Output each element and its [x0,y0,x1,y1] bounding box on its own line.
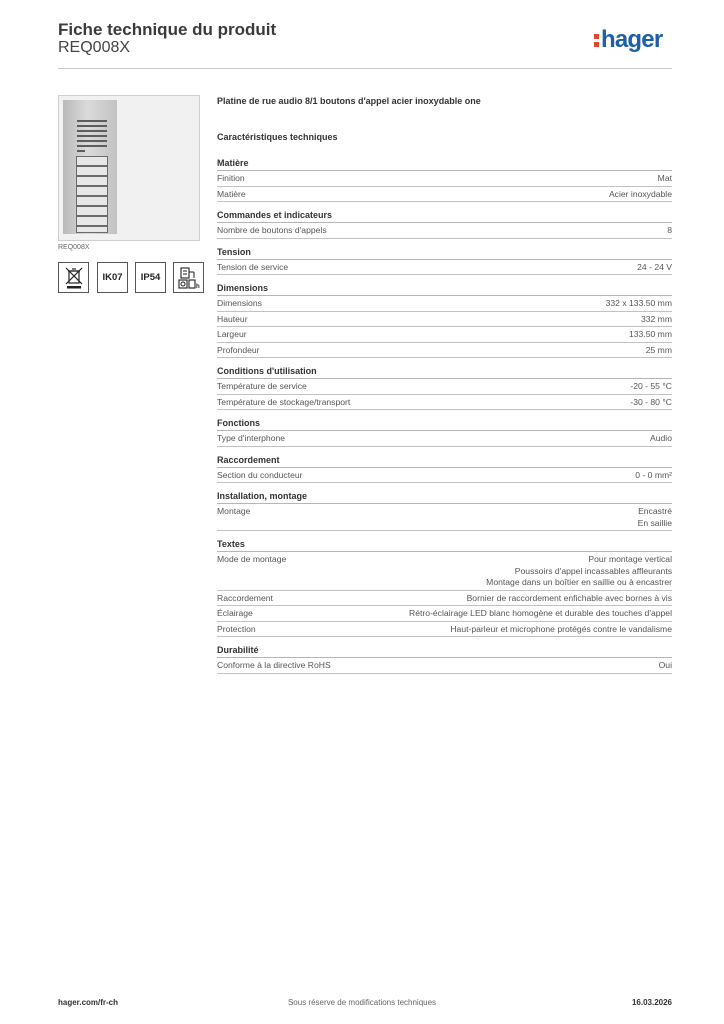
call-button-graphic [76,186,108,196]
spec-section [217,417,672,447]
section-heading: Raccordement [217,454,672,468]
spec-row [217,431,672,447]
call-button-graphic [76,166,108,176]
product-image [58,95,200,241]
spec-row [217,379,672,395]
weee-bin-icon [58,262,89,293]
spec-value: 8 [667,225,672,235]
logo-text: hager [601,26,663,53]
spec-row [217,296,672,312]
spec-section [217,246,672,276]
section-heading: Installation, montage [217,490,672,504]
section-heading: Durabilité [217,644,672,658]
product-reference: REQ008X [58,39,131,56]
spec-value: Pour montage vertical Poussoirs d'appel incassables affleurants Montage dans un boîtier en saillie ou à encastrer [486,554,672,587]
section-heading: Commandes et indicateurs [217,209,672,223]
spec-row [217,622,672,638]
spec-label: Type d'interphone [217,433,286,443]
spec-label: Montage [217,506,251,516]
section-heading: Textes [217,538,672,552]
section-heading: Tension [217,246,672,260]
spec-row [217,395,672,411]
spec-section [217,538,672,637]
spec-value: 133.50 mm [629,329,672,339]
spec-row [217,606,672,622]
spec-value: 332 mm [640,313,672,324]
installation-mode-icon [173,262,204,293]
call-button-graphic [76,216,108,226]
call-button-graphic [76,196,108,206]
footer-disclaimer: Sous réserve de modifications techniques [287,998,437,1007]
spec-row [217,591,672,607]
spec-content [217,96,672,681]
footer-website: hager.com/fr-ch [58,998,119,1007]
spec-value: 24 - 24 V [637,261,672,272]
section-heading: Matière [217,157,672,171]
spec-section [217,157,672,202]
spec-section [217,365,672,410]
spec-section [217,209,672,239]
call-button-graphic [76,226,108,233]
spec-value: 332 x 133.50 mm [605,298,672,308]
page-title: Fiche technique du produit [58,20,277,39]
call-button-graphic [76,176,108,186]
spec-label: Protection [217,623,256,634]
spec-value: Mat [657,173,672,183]
spec-label: Hauteur [217,313,248,324]
spec-value: Rétro-éclairage LED blanc homogène et durable des touches d'appel [409,608,672,618]
section-heading: Fonctions [217,417,672,431]
spec-value: -20 - 55 °C [630,381,672,391]
section-heading: Dimensions [217,282,672,296]
spec-section [217,490,672,531]
spec-row [217,504,672,531]
spec-section [217,644,672,674]
spec-label: Mode de montage [217,554,287,564]
spec-section [217,282,672,358]
spec-row [217,327,672,343]
call-button-graphic [76,156,108,166]
spec-label: Conforme à la directive RoHS [217,660,331,670]
spec-row [217,468,672,484]
door-station-panel [63,100,117,234]
spec-label: Température de service [217,381,307,391]
spec-value: Audio [650,433,672,443]
spec-label: Raccordement [217,592,273,603]
spec-value: Encastré En saillie [637,506,672,528]
spec-label: Éclairage [217,608,253,618]
spec-label: Profondeur [217,344,260,355]
spec-value: Oui [658,660,672,670]
ik07-badge: IK07 [97,262,128,293]
spec-label: Température de stockage/transport [217,396,351,407]
spec-label: Nombre de boutons d'appels [217,225,327,235]
spec-label: Section du conducteur [217,469,303,480]
header-divider [58,68,672,69]
spec-sections [217,157,672,674]
spec-label: Largeur [217,329,247,339]
spec-label: Tension de service [217,261,289,272]
footer-date: 16.03.2026 [631,998,672,1007]
spec-row [217,187,672,203]
spec-row [217,223,672,239]
spec-row [217,312,672,328]
spec-row [217,658,672,674]
ip54-badge: IP54 [135,262,166,293]
spec-value: Acier inoxydable [608,188,672,199]
spec-section [217,454,672,484]
product-title: Platine de rue audio 8/1 boutons d'appel acier inoxydable one [217,96,481,106]
spec-value: 25 mm [645,344,672,355]
spec-row [217,260,672,276]
svg-text:h: h [195,283,200,290]
spec-value: Bornier de raccordement enfichable avec bornes à vis [466,592,672,603]
spec-value: -30 - 80 °C [630,396,672,407]
spec-label: Dimensions [217,298,262,308]
section-heading: Conditions d'utilisation [217,365,672,379]
spec-row [217,171,672,187]
tech-specs-heading: Caractéristiques techniques [217,132,338,142]
spec-label: Matière [217,188,246,199]
spec-value: 0 - 0 mm² [635,469,672,480]
call-button-graphic [76,206,108,216]
brand-logo [594,28,662,52]
logo-dots-icon [594,31,600,47]
spec-value: Haut-parleur et microphone protégés contre le vandalisme [450,623,672,634]
spec-row [217,343,672,359]
image-caption: REQ008X [58,244,90,251]
spec-row [217,552,672,591]
spec-label: Finition [217,173,245,183]
